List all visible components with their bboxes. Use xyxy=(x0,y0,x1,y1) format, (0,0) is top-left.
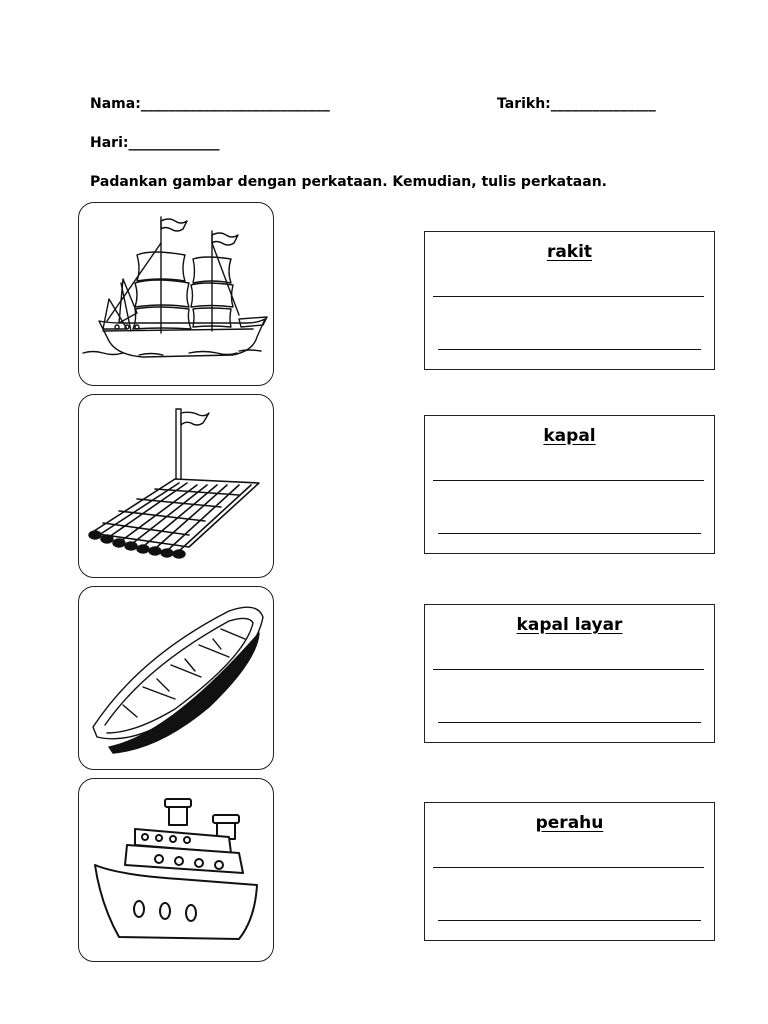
word-card-3 xyxy=(424,604,715,743)
name-field[interactable] xyxy=(90,96,330,112)
writing-line[interactable] xyxy=(438,349,701,350)
picture-card-2[interactable] xyxy=(78,394,274,578)
word-card-2 xyxy=(424,415,715,554)
sailing-ship-icon xyxy=(79,203,273,385)
steamship-icon xyxy=(79,779,273,961)
picture-card-3[interactable] xyxy=(78,586,274,770)
word-card-1 xyxy=(424,231,715,370)
word-label: perahu xyxy=(535,813,604,833)
writing-line[interactable] xyxy=(433,296,704,297)
word-label: kapal xyxy=(543,426,596,446)
writing-line[interactable] xyxy=(438,533,701,534)
instruction-text: Padankan gambar dengan perkataan. Kemudian, tulis perkataan. xyxy=(90,174,607,190)
day-field[interactable] xyxy=(90,135,219,151)
writing-line[interactable] xyxy=(438,722,701,723)
day-label: Hari: xyxy=(90,135,129,151)
raft-icon xyxy=(79,395,273,577)
name-blank[interactable]: ___________________________ xyxy=(140,96,330,112)
writing-line[interactable] xyxy=(438,920,701,921)
picture-card-4[interactable] xyxy=(78,778,274,962)
date-blank[interactable]: _______________ xyxy=(550,96,656,112)
name-label: Nama: xyxy=(90,96,141,112)
writing-line[interactable] xyxy=(433,669,704,670)
day-blank[interactable]: _____________ xyxy=(128,135,220,151)
date-field[interactable] xyxy=(497,96,656,112)
word-label: rakit xyxy=(546,242,593,262)
writing-line[interactable] xyxy=(433,480,704,481)
date-label: Tarikh: xyxy=(497,96,551,112)
writing-line[interactable] xyxy=(433,867,704,868)
picture-card-1[interactable] xyxy=(78,202,274,386)
word-label: kapal layar xyxy=(516,615,623,635)
word-card-4 xyxy=(424,802,715,941)
rowboat-icon xyxy=(79,587,273,769)
